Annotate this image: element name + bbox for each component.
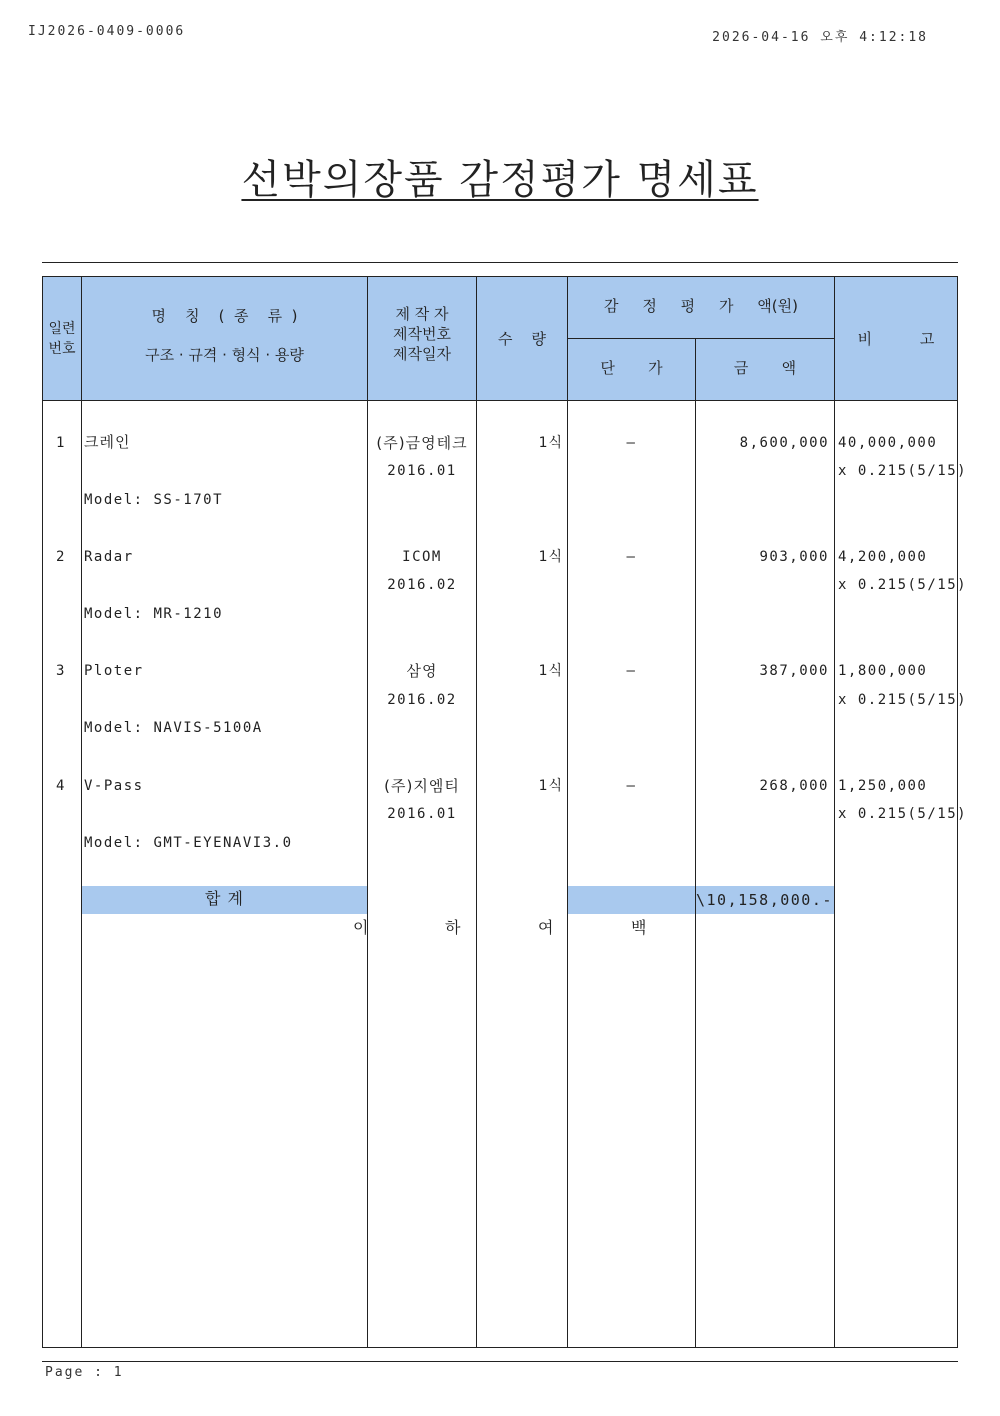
blank-marker-3: 여 [538,918,555,937]
page-number: Page : 1 [45,1365,124,1380]
item-name: V-Pass [84,778,144,794]
item-unit-price: — [626,778,637,794]
item-remark-rate: x 0.215(5/15) [838,577,968,593]
blank-marker-2: 하 [445,918,462,937]
row-number: 1 [56,435,66,451]
blank-marker-1: 이 [353,918,370,937]
item-remark-rate: x 0.215(5/15) [838,463,968,479]
header-appraisal: 감 정 평 가 액(원) [603,297,798,315]
item-amount: 903,000 [759,549,829,565]
row-number: 4 [56,778,66,794]
item-amount: 8,600,000 [739,435,829,451]
appraisal-split-line [568,338,834,339]
item-unit-price: — [626,549,637,565]
blank-marker-4: 백 [631,918,648,937]
item-unit-price: — [626,663,637,679]
col-border-unit [695,338,696,1348]
col-border-amount [834,276,835,1348]
top-rule [42,262,958,263]
row-number: 3 [56,663,66,679]
item-maker: ICOM [402,549,442,565]
item-amount: 387,000 [759,663,829,679]
item-maker: (주)금영테크 [376,434,468,452]
print-datetime: 2026-04-16 오후 4:12:18 [712,30,928,45]
header-maker: 제 작 자 제작번호 제작일자 [393,305,451,363]
item-amount: 268,000 [759,778,829,794]
item-qty: 1식 [538,549,563,565]
document-id: IJ2026-0409-0006 [28,24,186,39]
header-name: 명 칭 ( 종 류 ) [151,307,298,325]
item-remark-base: 4,200,000 [838,549,928,565]
item-model: Model: SS-170T [84,492,224,508]
row-number: 2 [56,549,66,565]
footer-rule [42,1361,958,1362]
item-qty: 1식 [538,663,563,679]
item-remark-base: 1,250,000 [838,778,928,794]
col-border-left [42,276,43,1348]
header-remarks: 비 고 [857,329,935,348]
item-date: 2016.01 [387,806,457,822]
item-date: 2016.02 [387,577,457,593]
item-remark-base: 1,800,000 [838,663,928,679]
item-remark-rate: x 0.215(5/15) [838,806,968,822]
item-name: Radar [84,549,134,565]
item-maker: (주)지엠티 [384,777,460,795]
item-qty: 1식 [538,778,563,794]
item-date: 2016.01 [387,463,457,479]
header-bottom-border [42,400,958,401]
item-unit-price: — [626,435,637,451]
header-amount: 금 액 [733,359,797,377]
header-unit-price: 단 가 [600,359,663,377]
item-remark-rate: x 0.215(5/15) [838,692,968,708]
item-model: Model: MR-1210 [84,606,224,622]
table-bottom-border [42,1347,958,1348]
item-date: 2016.02 [387,692,457,708]
header-qty: 수 량 [497,329,547,348]
item-name: Ploter [84,663,144,679]
total-amount: \10,158,000.- [696,891,833,909]
item-qty: 1식 [538,435,563,451]
page-title: 선박의장품 감정평가 명세표 [241,157,759,203]
col-border-serial [81,276,82,1348]
header-serial: 일련 번호 [48,320,76,357]
item-remark-base: 40,000,000 [838,435,938,451]
item-maker: 삼영 [406,662,438,680]
item-name: 크레인 [84,433,131,451]
total-label: 합 계 [205,889,244,908]
item-model: Model: GMT-EYENAVI3.0 [84,835,293,851]
header-spec: 구조 · 규격 · 형식 · 용량 [145,346,304,364]
item-model: Model: NAVIS-5100A [84,720,263,736]
